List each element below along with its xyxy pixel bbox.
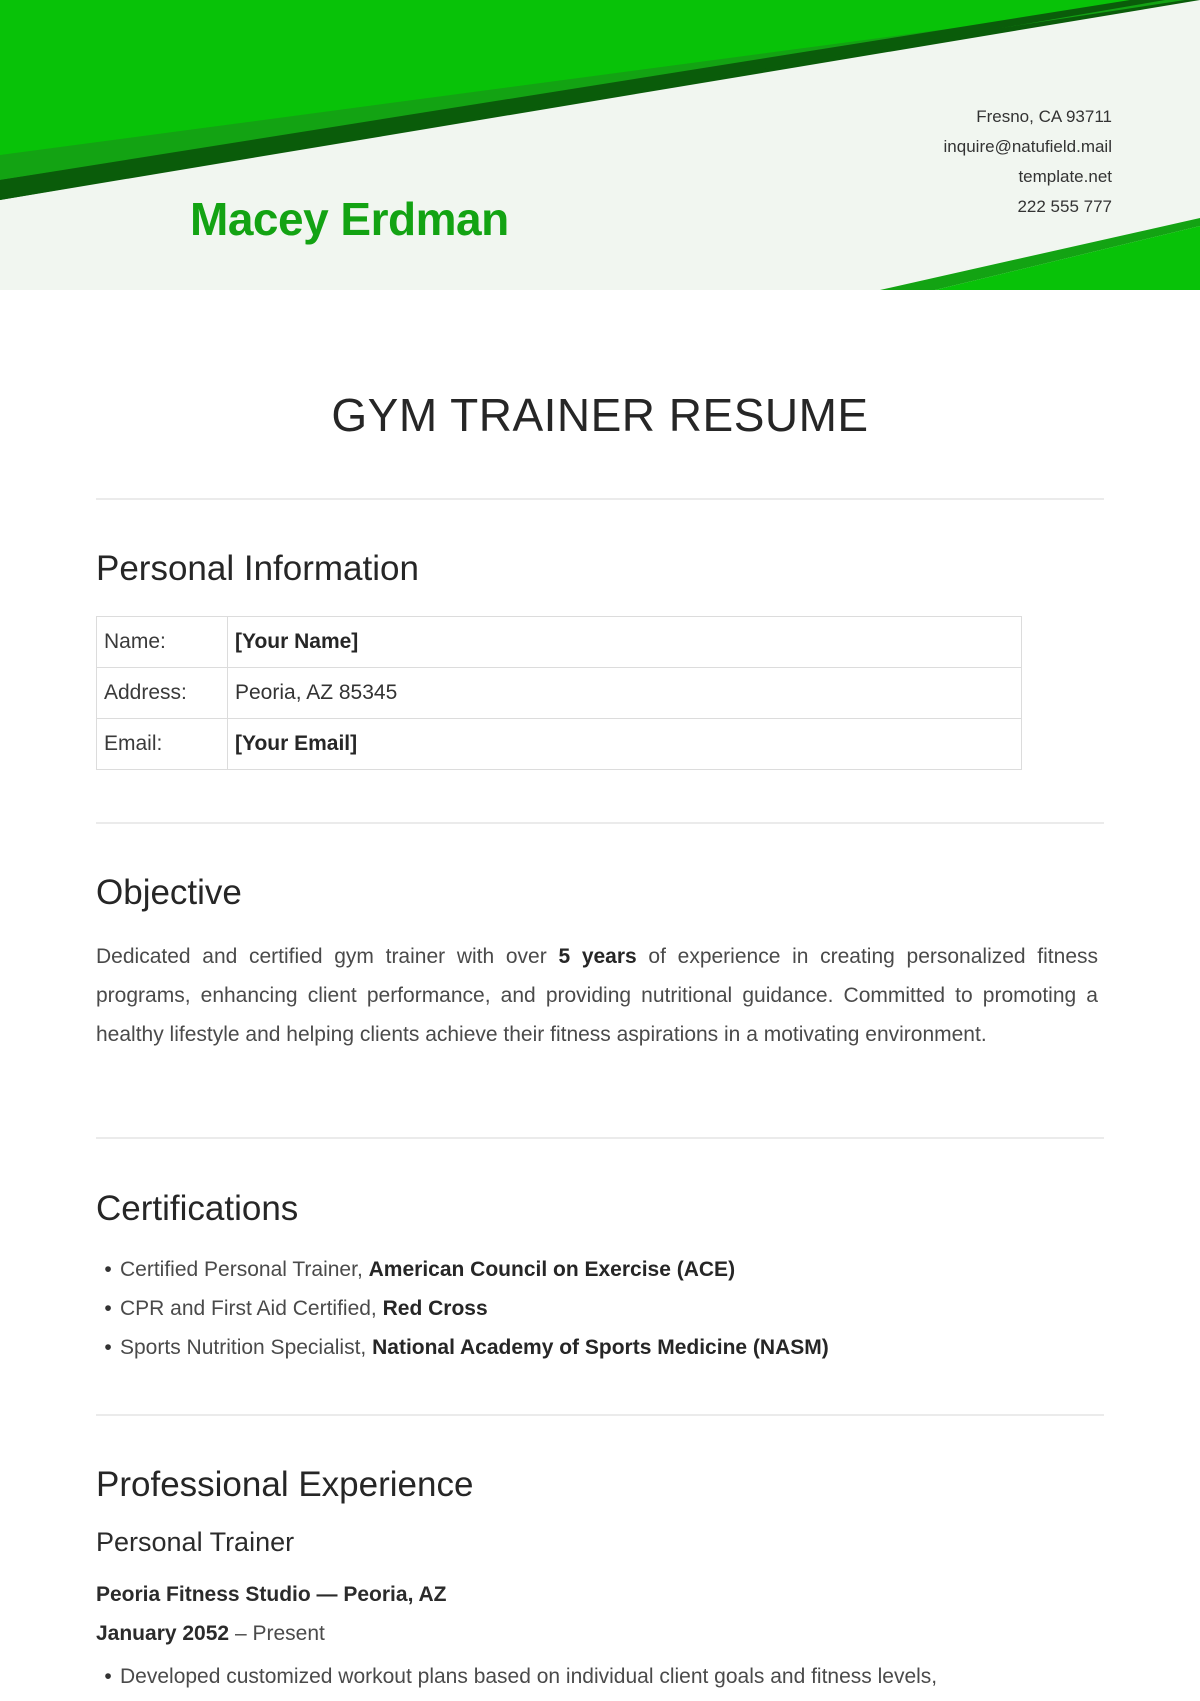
job-end-date: – Present (229, 1622, 325, 1645)
table-row (97, 617, 1022, 668)
contact-email: inquire@natufield.mail (943, 137, 1112, 156)
cert-name: Certified Personal Trainer, (120, 1258, 369, 1281)
job-title: Personal Trainer (96, 1527, 295, 1557)
divider (96, 1414, 1104, 1416)
brand-name: Macey Erdman (190, 193, 509, 245)
objective-years: 5 years (558, 945, 637, 968)
section-heading-experience: Professional Experience (96, 1465, 474, 1504)
info-value-name: [Your Name] (228, 617, 1022, 668)
certifications-list (96, 1250, 829, 1367)
cert-org: American Council on Exercise (ACE) (368, 1258, 736, 1281)
header-banner (0, 0, 1200, 290)
cert-name: CPR and First Aid Certified, (120, 1297, 383, 1320)
info-value-email: [Your Email] (228, 719, 1022, 770)
job-dates (96, 1622, 325, 1646)
job-duty-text: Developed customized workout plans based on individual client goals and fitness levels, (120, 1665, 938, 1688)
contact-block (944, 102, 1112, 222)
table-row (97, 668, 1022, 719)
cert-org: Red Cross (382, 1297, 488, 1320)
section-heading-personal-info: Personal Information (96, 549, 419, 588)
job-company: Peoria Fitness Studio — Peoria, AZ (96, 1583, 447, 1606)
cert-name: Sports Nutrition Specialist, (120, 1336, 373, 1359)
info-label-email: Email: (97, 719, 228, 770)
info-label-address: Address: (97, 668, 228, 719)
info-value-address: Peoria, AZ 85345 (228, 668, 1022, 719)
list-item (96, 1328, 829, 1367)
contact-address: Fresno, CA 93711 (976, 107, 1112, 126)
divider (96, 498, 1104, 500)
objective-text (96, 937, 1098, 1054)
section-heading-certifications: Certifications (96, 1189, 299, 1228)
cert-org: National Academy of Sports Medicine (NASM) (372, 1336, 829, 1359)
objective-text-part: of experience in creating personalized fitness programs, enhancing client performance, and providing nutritional guidance. Committed to promoting a healthy lifestyle and helping clients achieve their fitness aspirations in a motivating environment. (96, 945, 1098, 1046)
info-label-name: Name: (97, 617, 228, 668)
objective-text-part: Dedicated and certified gym trainer with over (96, 945, 559, 968)
contact-phone: 222 555 777 (1017, 197, 1112, 216)
list-item (96, 1289, 829, 1328)
job-duty (96, 1657, 1098, 1696)
section-heading-objective: Objective (96, 873, 242, 912)
divider (96, 822, 1104, 824)
divider (96, 1137, 1104, 1139)
contact-website: template.net (1018, 167, 1112, 186)
document-title: GYM TRAINER RESUME (331, 389, 869, 441)
personal-info-table (96, 616, 1022, 770)
list-item (96, 1250, 829, 1289)
job-start-date: January 2052 (96, 1622, 230, 1645)
table-row (97, 719, 1022, 770)
